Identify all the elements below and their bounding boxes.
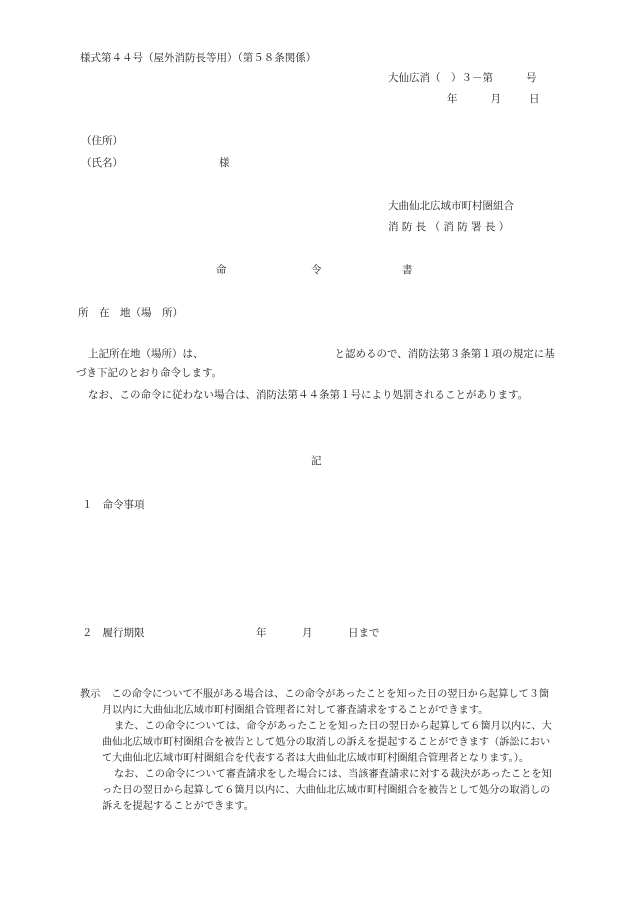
body-paragraph-2-text: なお、この命令に従わない場合は、消防法第４４条第１号により処罰されることがあります。 [88,389,529,401]
issue-date [447,94,540,105]
notice-paragraph-1 [80,687,555,719]
date-month: 月 [490,93,501,105]
location-label: 所 在 地（場 所） [78,307,183,319]
ki-heading: 記 [311,455,322,467]
recipient-address-label: （住所） [81,135,123,147]
body-paragraph-2 [76,386,556,405]
item-1-number: １ [82,499,93,511]
notice-paragraph-1-text: この命令について不服がある場合は、この命令があったことを知った日の翌日から起算して３箇月以内に大曲仙北広域市町村圏組合管理者に対して審査請求をすることができます。 [102,689,550,716]
deadline-day: 日まで [348,627,380,639]
deadline-year: 年 [256,627,267,639]
date-year: 年 [447,93,458,105]
document-title-char-3: 書 [402,264,413,276]
issuer-organization: 大曲仙北広域市町村圏組合 [388,200,514,212]
recipient-honorific: 様 [219,157,230,169]
item-2-label: 履行期限 [102,627,145,639]
issuer-title: 消 防 長 （ 消 防 署 長 ） [388,221,510,233]
notice-paragraph-3: なお、この命令について審査請求をした場合には、当該審査請求に対する裁決があったことを知った日の翌日から起算して６箇月以内に、大曲仙北広域市町村圏組合を被告として処分の取消しの訴えを提起することができます。 [102,769,552,812]
document-title-char-1: 命 [216,264,227,276]
item-1 [82,500,145,511]
notice-paragraph-2: また、この命令については、命令があったことを知った日の翌日から起算して６箇月以内に、大曲仙北広域市町村圏組合を被告として処分の取消しの訴えを提起することができます（訴訟において大曲仙北広域市町村圏組合を代表する者は大曲仙北広域市町村圏組合管理者となります。）。 [102,721,552,764]
document-title-char-2: 令 [311,264,322,276]
item-2 [82,628,145,639]
body-paragraph-1 [76,345,556,383]
date-day: 日 [529,93,540,105]
document-number-suffix: 号 [526,72,537,84]
item-1-label: 命令事項 [102,499,145,511]
document-number-prefix: 大仙広消（ ）３－第 [388,72,493,84]
document-number [388,73,537,84]
body-paragraph-1-lead: 上記所在地（場所）は、 [88,348,204,360]
item-2-number: ２ [82,627,93,639]
recipient-name-label: （氏名） [81,157,123,169]
deadline-month: 月 [302,627,313,639]
form-label: 様式第４４号（屋外消防長等用）（第５８条関係） [80,52,317,64]
notice-label: 教示 [80,689,101,700]
notice-section [80,687,555,815]
body-paragraph-1-rest: と認めるので、消防法第３条第１項の規定に基づき下記のとおり命令します。 [76,348,555,379]
